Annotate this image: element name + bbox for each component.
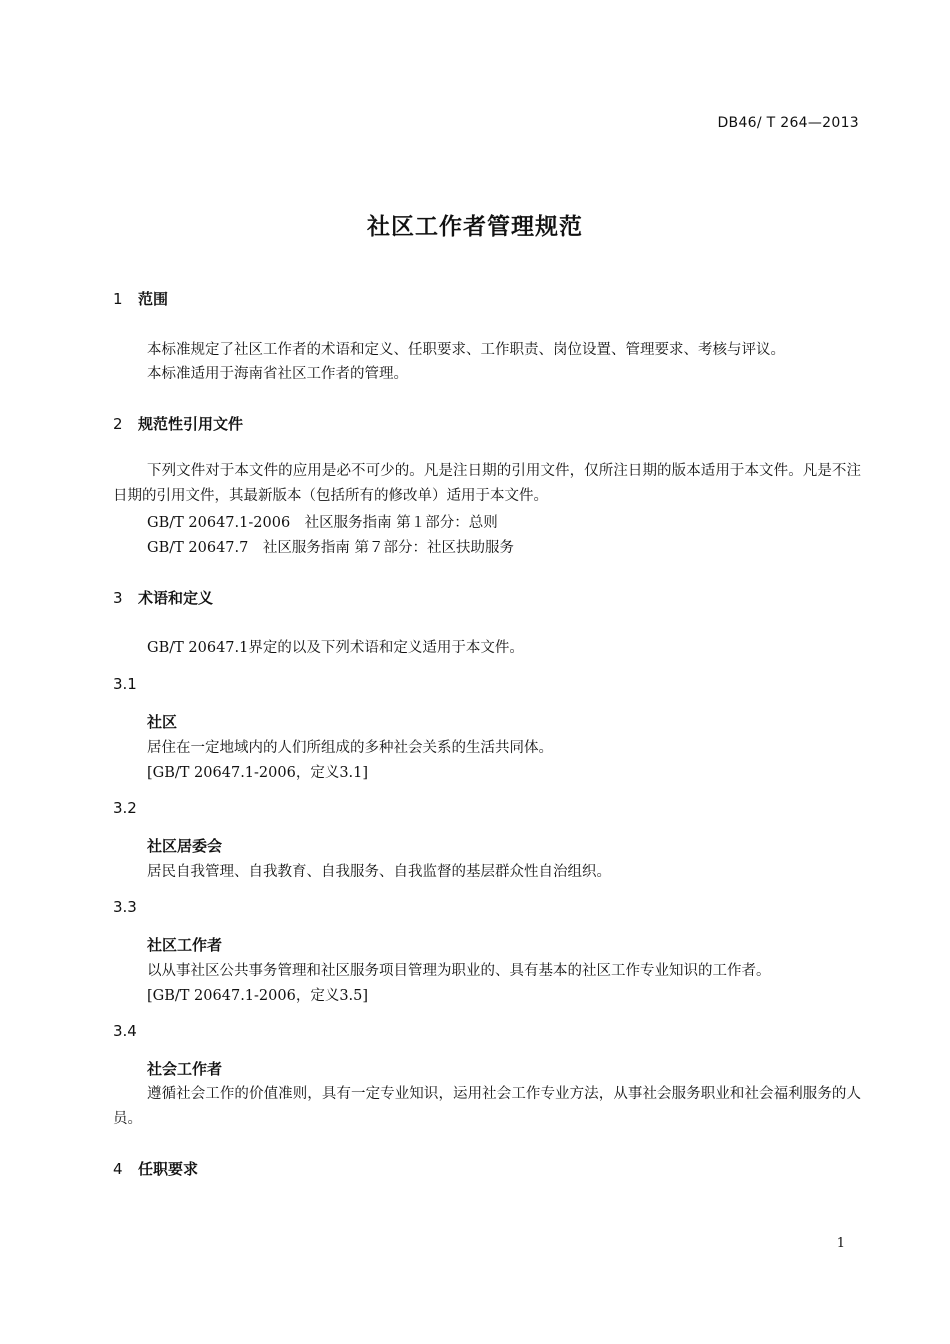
clause-number: 3.3 bbox=[113, 898, 137, 916]
scope-line-2: 本标准适用于海南省社区工作者的管理。 bbox=[147, 366, 408, 382]
terms-intro: GB/T 20647.1界定的以及下列术语和定义适用于本文件。 bbox=[147, 640, 524, 656]
reference-item: GB/T 20647.7 社区服务指南 第７部分：社区扶助服务 bbox=[147, 540, 514, 556]
document-code: DB46/ T 264—2013 bbox=[717, 115, 859, 131]
page-number: 1 bbox=[836, 1236, 845, 1251]
term-name: 社区居委会 bbox=[147, 837, 223, 855]
section-number: 3 bbox=[113, 589, 123, 607]
term-definition: 居民自我管理、自我教育、自我服务、自我监督的基层群众性自治组织。 bbox=[147, 864, 611, 880]
section-title: 任职要求 bbox=[138, 1160, 199, 1178]
section-4-heading bbox=[113, 1158, 198, 1179]
term-definition: 居住在一定地域内的人们所组成的多种社会关系的生活共同体。 bbox=[147, 740, 553, 756]
clause-number: 3.1 bbox=[113, 675, 137, 693]
term-definition: 以从事社区公共事务管理和社区服务项目管理为职业的、具有基本的社区工作专业知识的工作者。 bbox=[147, 963, 771, 979]
section-3-heading bbox=[113, 587, 213, 608]
normative-references-paragraph: 下列文件对于本文件的应用是必不可少的。凡是注日期的引用文件，仅所注日期的版本适用于本文件。凡是不注日期的引用文件，其最新版本（包括所有的修改单）适用于本文件。 bbox=[113, 463, 861, 504]
section-number: 2 bbox=[113, 415, 123, 433]
term-name: 社会工作者 bbox=[147, 1060, 223, 1078]
section-1-heading bbox=[113, 288, 168, 309]
clause-number: 3.4 bbox=[113, 1022, 137, 1040]
term-definition: 遵循社会工作的价值准则，具有一定专业知识，运用社会工作专业方法，从事社会服务职业和社会福利服务的人员。 bbox=[113, 1086, 861, 1127]
reference-item: GB/T 20647.1-2006 社区服务指南 第１部分：总则 bbox=[147, 515, 498, 531]
term-source: [GB/T 20647.1-2006，定义3.5] bbox=[147, 988, 369, 1004]
term-name: 社区工作者 bbox=[147, 936, 223, 954]
section-title: 规范性引用文件 bbox=[138, 415, 244, 433]
section-title: 术语和定义 bbox=[138, 589, 214, 607]
scope-line-1: 本标准规定了社区工作者的术语和定义、任职要求、工作职责、岗位设置、管理要求、考核与评议。 bbox=[147, 342, 785, 358]
term-source: [GB/T 20647.1-2006，定义3.1] bbox=[147, 765, 369, 781]
term-name: 社区 bbox=[147, 713, 178, 731]
section-number: 4 bbox=[113, 1160, 123, 1178]
section-title: 范围 bbox=[138, 290, 169, 308]
clause-number: 3.2 bbox=[113, 799, 137, 817]
section-2-heading bbox=[113, 413, 243, 434]
section-number: 1 bbox=[113, 290, 123, 308]
document-title: 社区工作者管理规范 bbox=[367, 214, 583, 240]
